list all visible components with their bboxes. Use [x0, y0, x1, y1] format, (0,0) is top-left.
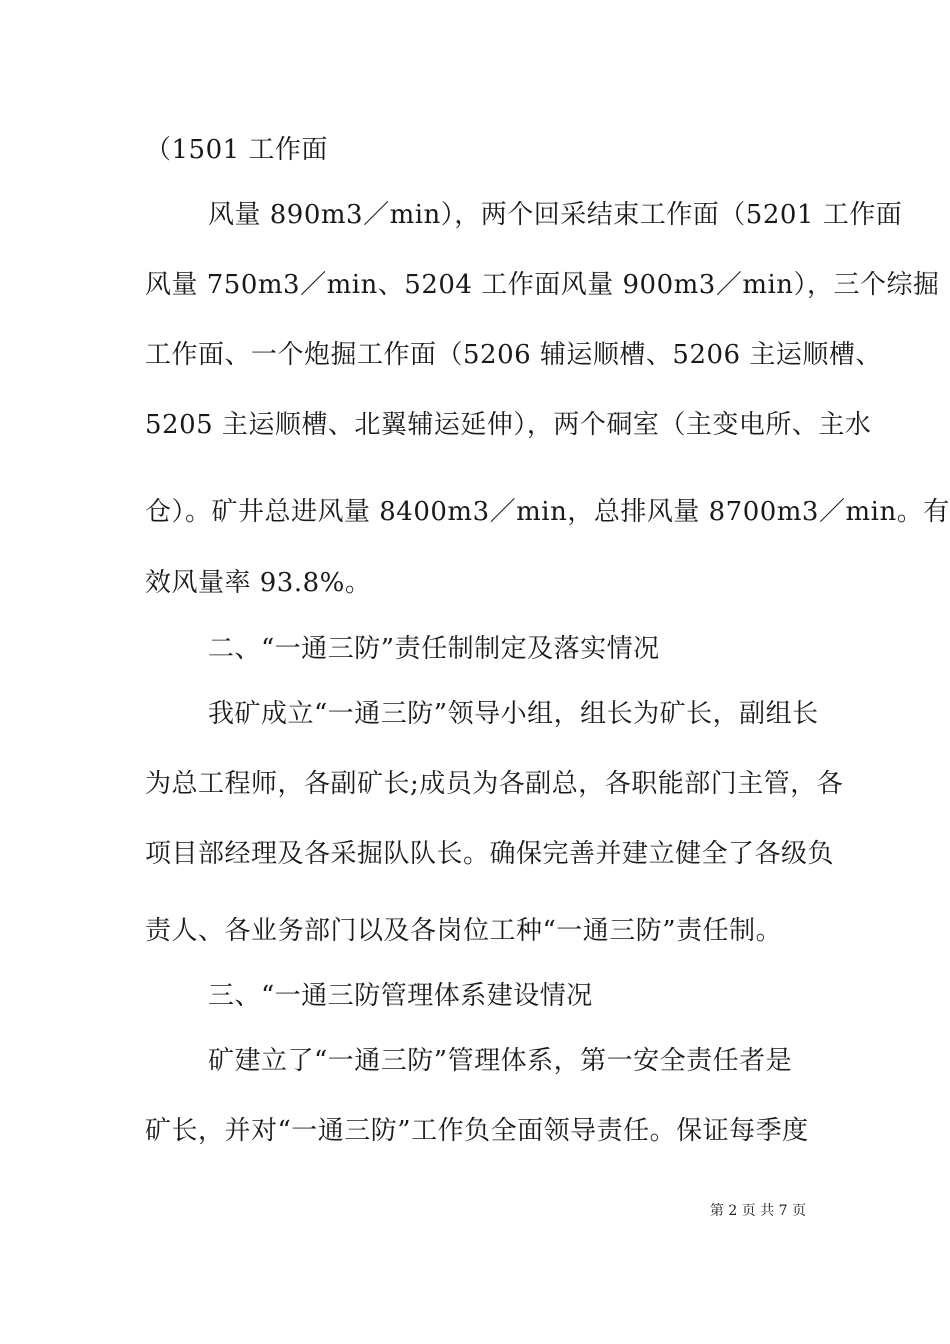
- section-heading: 二、“一通三防”责任制制定及落实情况: [208, 634, 660, 664]
- text-line: 项目部经理及各采掘队队长。确保完善并建立健全了各级负: [145, 839, 835, 869]
- text-line: 风量 750m3／min、5204 工作面风量 900m3／min），三个综掘: [145, 270, 940, 300]
- text-line: 仓）。矿井总进风量 8400m3／min，总排风量 8700m3／min。有: [145, 497, 950, 527]
- text-line: 责人、各业务部门以及各岗位工种“一通三防”责任制。: [145, 916, 783, 946]
- text-line: 我矿成立“一通三防”领导小组，组长为矿长，副组长: [208, 699, 819, 729]
- text-line: 风量 890m3／min），两个回采结束工作面（5201 工作面: [208, 200, 903, 230]
- text-line: 为总工程师，各副矿长;成员为各副总，各职能部门主管，各: [145, 769, 844, 799]
- page-number: 第 2 页 共 7 页: [709, 1203, 806, 1219]
- text-line: 工作面、一个炮掘工作面（5206 辅运顺槽、5206 主运顺槽、: [145, 340, 882, 370]
- text-line: 效风量率 93.8%。: [145, 568, 372, 598]
- text-line: 矿长，并对“一通三防”工作负全面领导责任。保证每季度: [145, 1116, 809, 1146]
- section-heading: 三、“一通三防管理体系建设情况: [208, 981, 593, 1011]
- text-line: 5205 主运顺槽、北翼辅运延伸），两个硐室（主变电所、主水: [145, 410, 872, 440]
- text-line: 矿建立了“一通三防”管理体系，第一安全责任者是: [208, 1046, 793, 1076]
- text-line: （1501 工作面: [145, 135, 328, 165]
